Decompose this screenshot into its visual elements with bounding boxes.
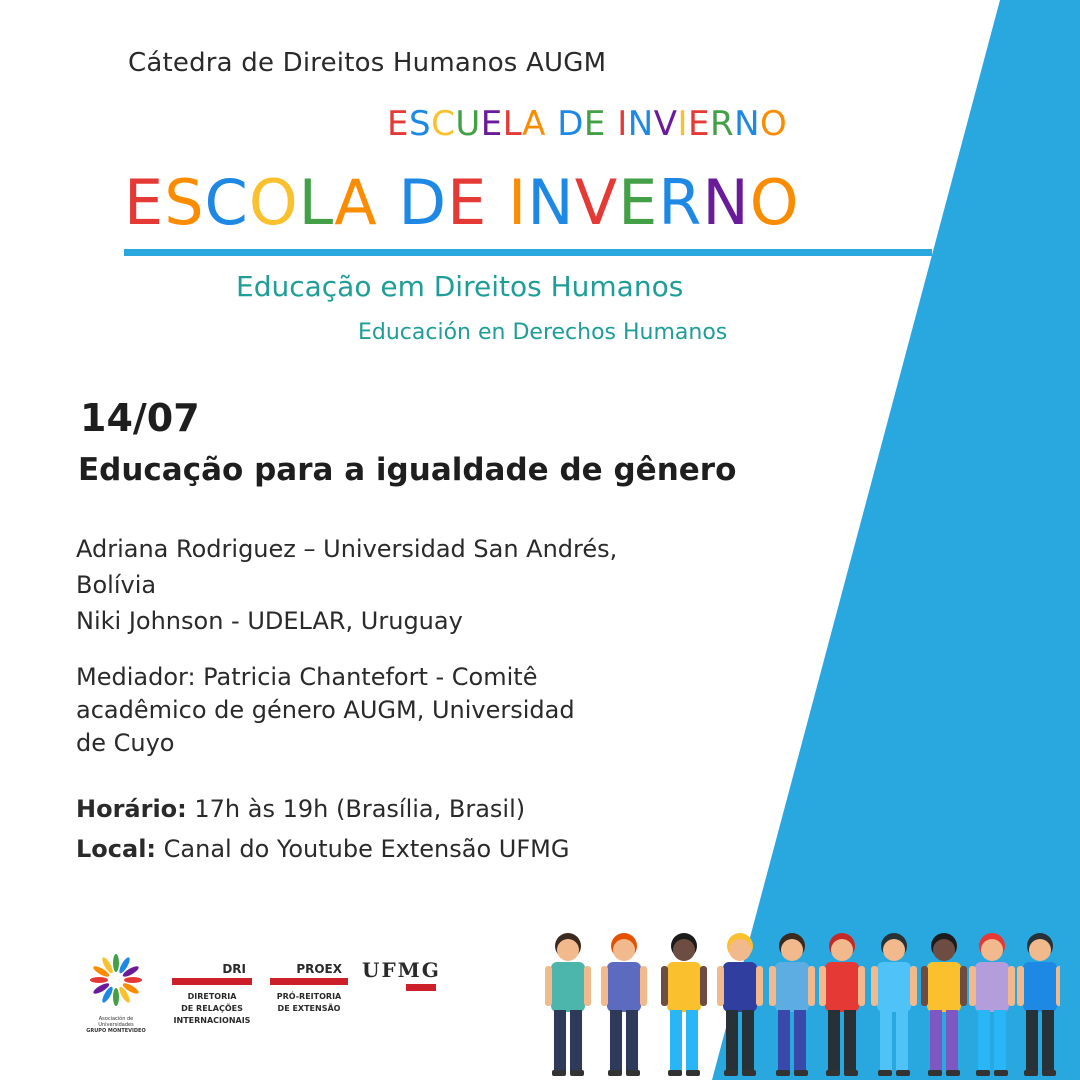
escola-letter: I bbox=[508, 166, 528, 239]
escola-letter: O bbox=[248, 166, 299, 239]
escuela-letter: C bbox=[431, 104, 456, 144]
escuela-letter: V bbox=[653, 104, 678, 144]
dri-line: INTERNACIONAIS bbox=[173, 1016, 251, 1025]
ufmg-bar bbox=[406, 984, 436, 991]
catedra-title: Cátedra de Direitos Humanos AUGM bbox=[128, 48, 607, 78]
dri-line: DE RELAÇÕES bbox=[181, 1004, 243, 1013]
person-figure bbox=[819, 933, 865, 1076]
horario-label: Horário: bbox=[76, 795, 187, 823]
proex-bar bbox=[270, 978, 348, 985]
augm-logo-icon bbox=[86, 950, 146, 1010]
proex-line: DE EXTENSÃO bbox=[277, 1004, 341, 1013]
escola-letter: C bbox=[204, 166, 249, 239]
horario-line bbox=[76, 789, 696, 829]
dri-logo bbox=[172, 962, 252, 1027]
speakers-block bbox=[76, 531, 696, 639]
schedule-block bbox=[76, 789, 696, 869]
escuela-letter bbox=[606, 104, 617, 144]
subtitle-spanish: Educación en Derechos Humanos bbox=[358, 320, 728, 345]
escuela-letter: D bbox=[557, 104, 584, 144]
escuela-heading bbox=[387, 104, 787, 144]
person-figure bbox=[601, 933, 647, 1076]
escola-letter: E bbox=[618, 166, 659, 239]
person-figure bbox=[969, 933, 1015, 1076]
escuela-letter: A bbox=[522, 104, 546, 144]
escola-letter bbox=[378, 166, 399, 239]
escuela-letter: U bbox=[455, 104, 481, 144]
dri-code: DRI bbox=[222, 962, 246, 976]
escuela-letter: E bbox=[387, 104, 409, 144]
escuela-letter: I bbox=[677, 104, 688, 144]
event-title: Educação para a igualdade de gênero bbox=[78, 452, 737, 488]
proex-line: PRÓ-REITORIA bbox=[276, 992, 342, 1001]
speaker-line: Niki Johnson - UDELAR, Uruguay bbox=[76, 607, 463, 635]
escuela-letter: N bbox=[734, 104, 761, 144]
person-figure bbox=[921, 933, 967, 1076]
escuela-letter: E bbox=[687, 104, 710, 144]
augm-logo bbox=[86, 950, 146, 1034]
dri-bar bbox=[172, 978, 252, 985]
escola-letter: L bbox=[298, 166, 335, 239]
mediator-line: de Cuyo bbox=[76, 729, 175, 757]
escola-letter: A bbox=[334, 166, 378, 239]
escuela-letter: E bbox=[583, 104, 606, 144]
proex-code: PROEX bbox=[296, 962, 342, 976]
person-figure bbox=[1017, 933, 1060, 1076]
dri-line: DIRETORIA bbox=[187, 992, 237, 1001]
mediator-line: Mediador: Patricia Chantefort - Comitê bbox=[76, 663, 538, 691]
local-label: Local: bbox=[76, 835, 157, 863]
horario-value: 17h às 19h (Brasília, Brasil) bbox=[186, 795, 526, 823]
escola-letter: N bbox=[702, 166, 750, 239]
escuela-letter: R bbox=[709, 104, 735, 144]
escuela-letter: E bbox=[480, 104, 503, 144]
mediator-line: acadêmico de género AUGM, Universidad bbox=[76, 696, 575, 724]
escuela-letter: L bbox=[502, 104, 523, 144]
people-illustration-icon bbox=[540, 920, 1060, 1080]
escola-letter: E bbox=[447, 166, 488, 239]
augm-caption bbox=[86, 1016, 146, 1034]
escola-letter: O bbox=[749, 166, 800, 239]
escola-letter: N bbox=[527, 166, 575, 239]
augm-caption-line: GRUPO MONTEVIDEO bbox=[86, 1028, 146, 1034]
proex-logo bbox=[270, 962, 348, 1015]
escuela-letter: N bbox=[627, 104, 654, 144]
escola-letter: V bbox=[574, 166, 619, 239]
escola-heading bbox=[124, 166, 800, 239]
escola-letter: S bbox=[164, 166, 205, 239]
escuela-letter: S bbox=[408, 104, 432, 144]
escola-letter: R bbox=[658, 166, 703, 239]
local-value: Canal do Youtube Extensão UFMG bbox=[156, 835, 570, 863]
escuela-letter bbox=[546, 104, 557, 144]
ufmg-logo bbox=[362, 958, 456, 997]
ufmg-wordmark: UFMG bbox=[362, 958, 441, 982]
heading-divider bbox=[124, 249, 932, 256]
escola-letter bbox=[487, 166, 508, 239]
escola-letter: E bbox=[124, 166, 165, 239]
escuela-letter: O bbox=[760, 104, 788, 144]
person-figure bbox=[769, 933, 815, 1076]
person-figure bbox=[661, 933, 707, 1076]
mediator-block bbox=[76, 661, 676, 760]
escola-letter: D bbox=[398, 166, 448, 239]
person-figure bbox=[545, 933, 591, 1076]
event-date: 14/07 bbox=[80, 396, 200, 440]
speaker-line: Bolívia bbox=[76, 571, 157, 599]
person-figure bbox=[871, 933, 917, 1076]
speaker-line: Adriana Rodriguez – Universidad San Andrés, bbox=[76, 535, 618, 563]
augm-caption-line: Asociación de Universidades bbox=[98, 1016, 134, 1028]
local-line bbox=[76, 829, 696, 869]
subtitle-portuguese: Educação em Direitos Humanos bbox=[236, 270, 684, 303]
person-figure bbox=[717, 933, 763, 1076]
escuela-letter: I bbox=[617, 104, 628, 144]
